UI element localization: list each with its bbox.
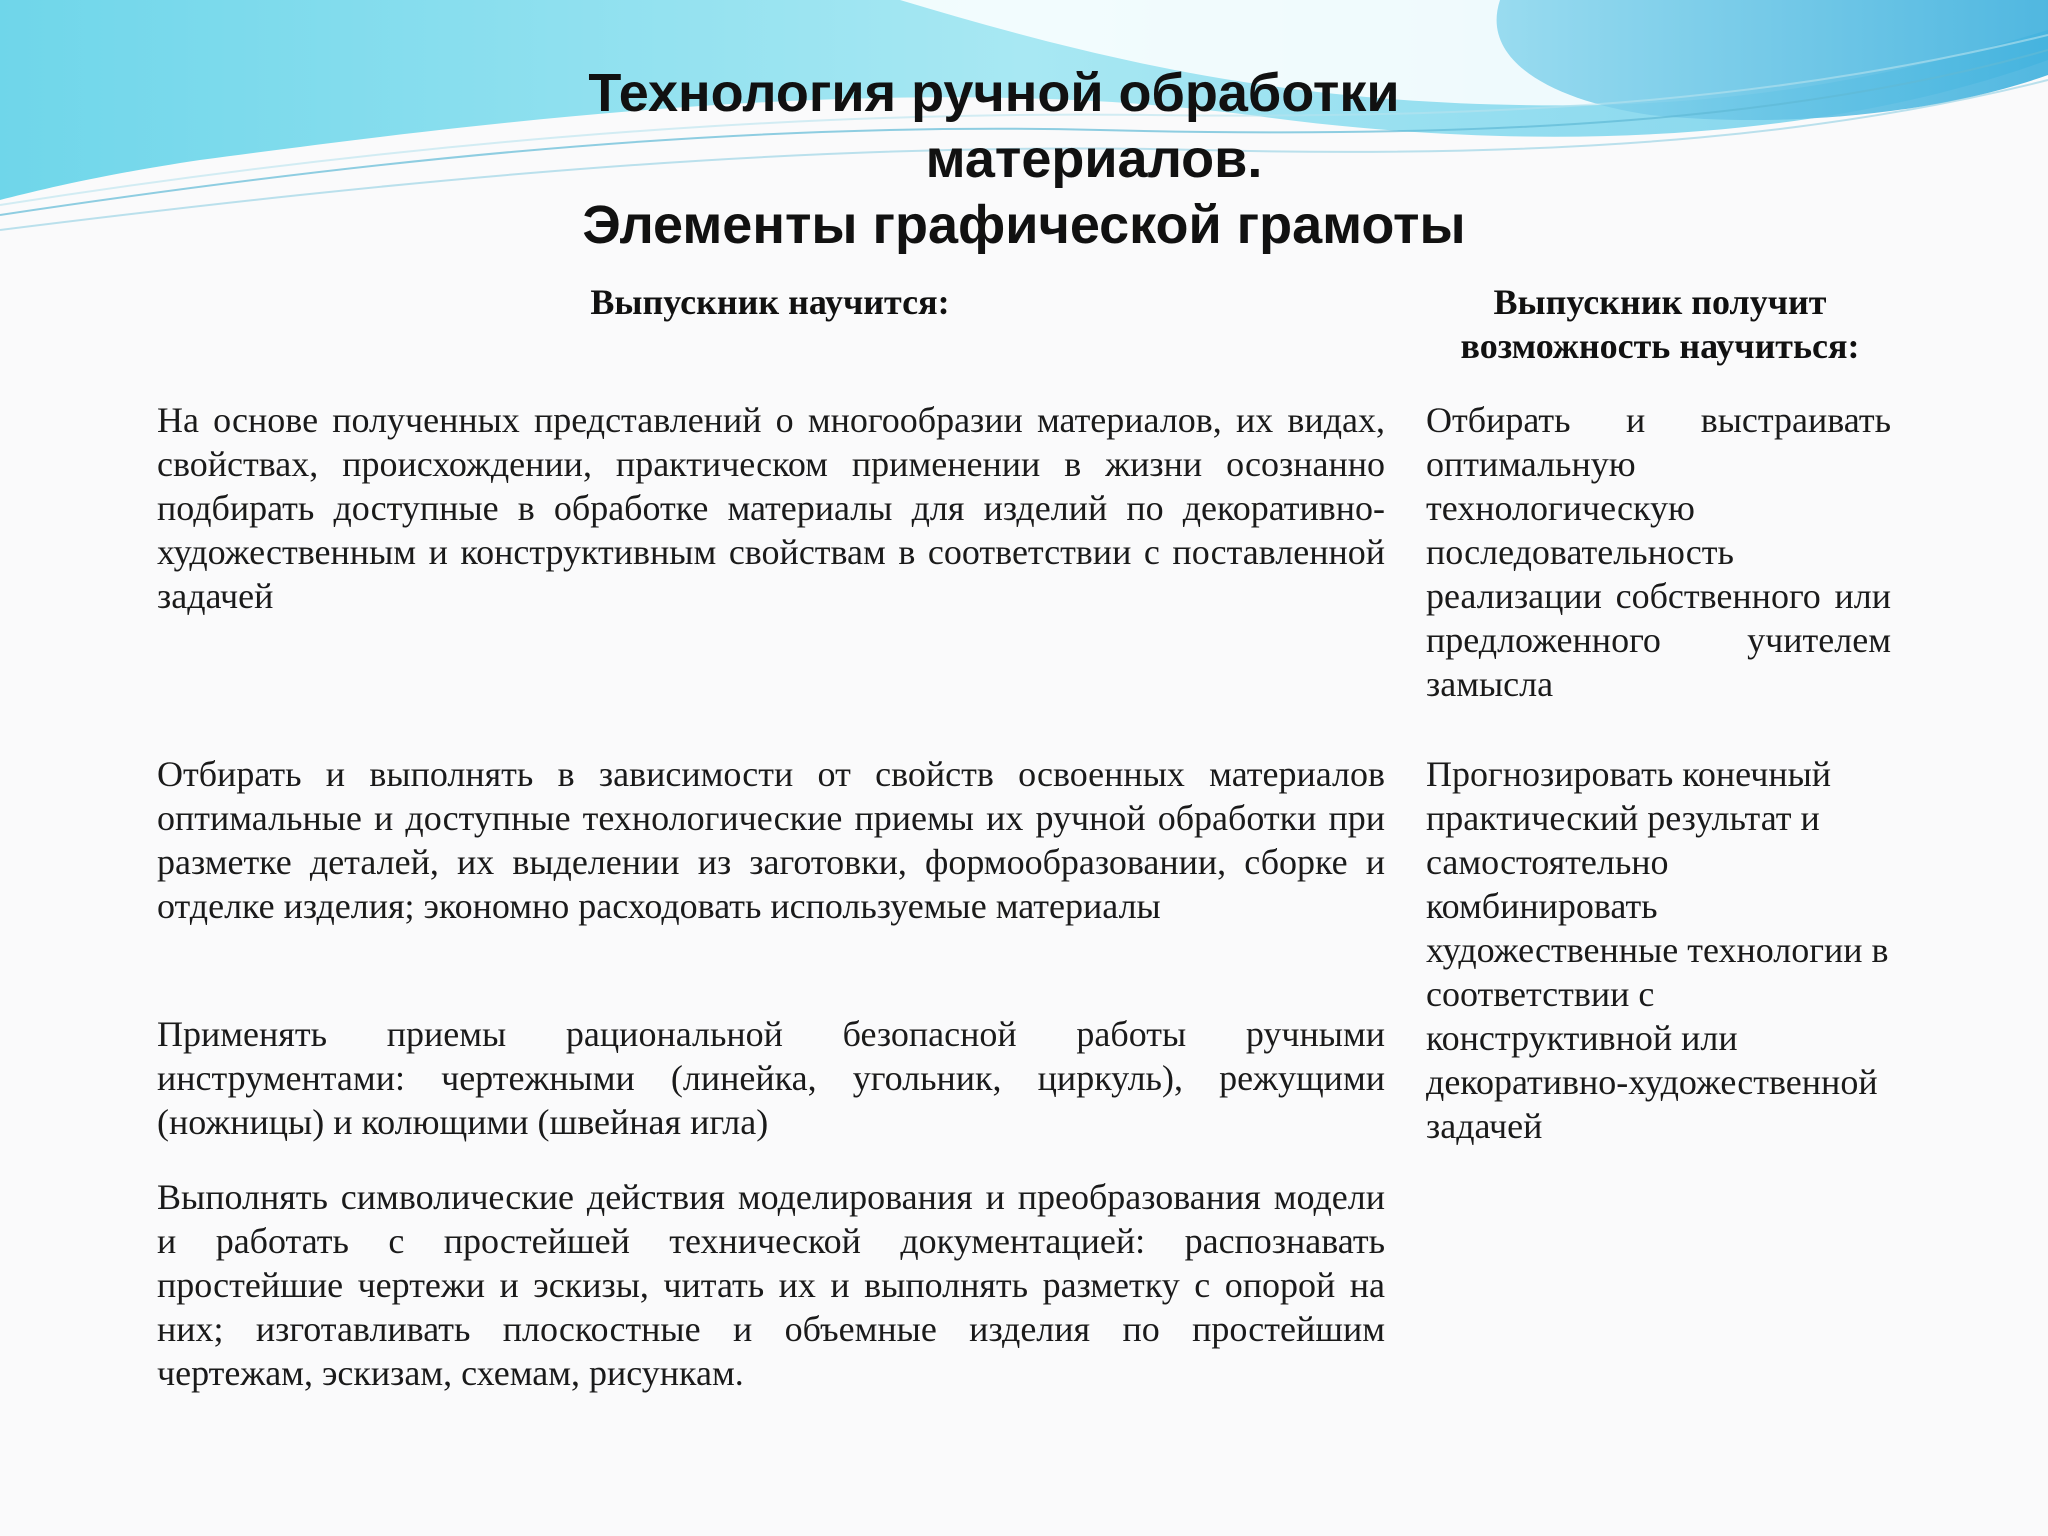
left-item-2: Отбирать и выполнять в зависимости от свойств освоенных материалов оптимальные и доступные технологические приемы их ручной обработки при разметке деталей, их выделении из заготовки, формообразовании, сборке и отделке изделия; экономно расходовать используемые материалы — [157, 754, 1385, 926]
left-item-1: На основе полученных представлений о многообразии материалов, их видах, свойствах, происхождении, практическом применении в жизни осознанно подбирать доступные в обработке материалы для изделий по декоративно-художественным и конструктивным свойствам в соответствии с поставленной задачей — [157, 400, 1385, 616]
slide-title — [0, 60, 2048, 258]
left-item-3: Применять приемы рациональной безопасной работы ручными инструментами: чертежными (линейка, угольник, циркуль), режущими (ножницы) и колющими (швейная игла) — [157, 1014, 1385, 1142]
left-item-4: Выполнять символические действия моделирования и преобразования модели и работать с простейшей технической документацией: распознавать простейшие чертежи и эскизы, читать их и выполнять разметку с опорой на них; изготавливать плоскостные и объемные изделия по простейшим чертежам, эскизам, схемам, рисункам. — [157, 1177, 1385, 1393]
right-column-heading — [1400, 280, 1920, 368]
left-column-heading: Выпускник научится: — [590, 282, 950, 322]
title-line-3: Элементы графической грамоты — [582, 195, 1466, 255]
right-heading-line-1: Выпускник получит — [1493, 282, 1827, 322]
right-item-2: Прогнозировать конечный практический результат и самостоятельно комбинировать художественные технологии в соответствии с конструктивной или декоративно-художественной задачей — [1426, 754, 1889, 1146]
right-item-1: Отбирать и выстраивать оптимальную технологическую последовательность реализации собственного или предложенного учителем замысла — [1426, 400, 1891, 704]
title-line-2: материалов. — [925, 129, 1263, 189]
title-line-1: Технология ручной обработки — [588, 63, 1400, 123]
right-heading-line-2: возможность научиться: — [1460, 326, 1860, 366]
